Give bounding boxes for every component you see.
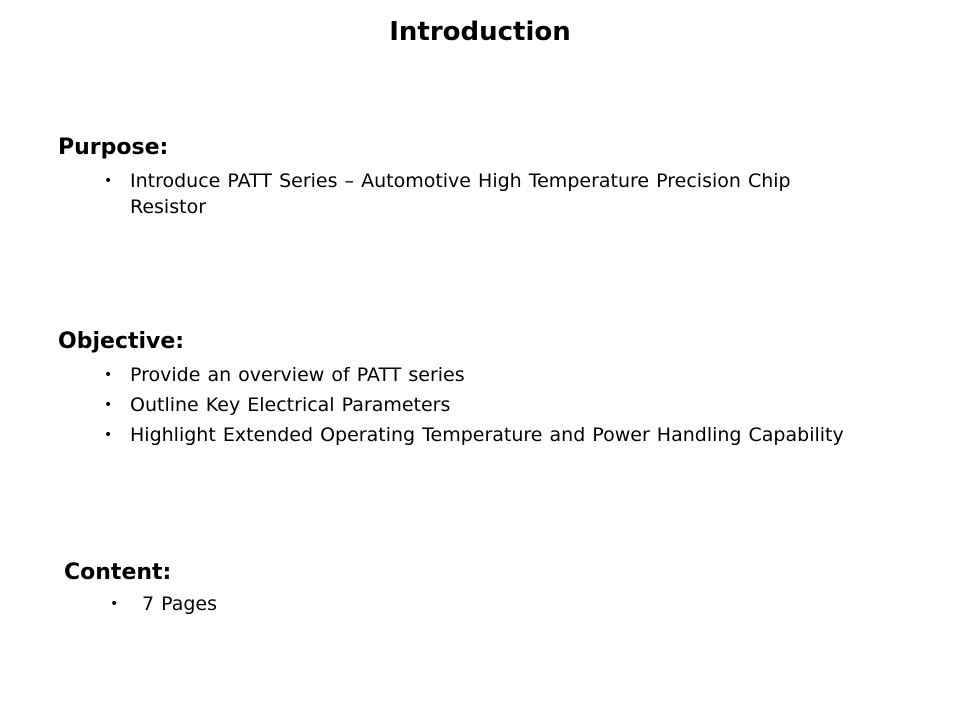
purpose-item-text: Introduce PATT Series – Automotive High Temperature Precision Chip Resistor	[130, 170, 791, 218]
purpose-section	[58, 134, 898, 224]
bullet-icon: •	[110, 596, 119, 612]
content-list	[64, 591, 464, 617]
content-heading: Content:	[64, 560, 172, 585]
purpose-list	[58, 168, 898, 220]
list-item	[104, 168, 850, 220]
objective-list	[58, 362, 938, 448]
objective-item-text: Highlight Extended Operating Temperature and Power Handling Capability	[130, 424, 844, 446]
list-item	[104, 362, 938, 388]
list-item	[104, 392, 938, 418]
bullet-icon: •	[104, 427, 113, 443]
content-section	[64, 559, 464, 621]
objective-section	[58, 328, 938, 452]
bullet-icon: •	[104, 397, 113, 413]
objective-heading: Objective:	[58, 329, 185, 354]
bullet-icon: •	[104, 367, 113, 383]
list-item	[104, 422, 938, 448]
purpose-heading: Purpose:	[58, 135, 169, 160]
bullet-icon: •	[104, 173, 113, 189]
slide-title: Introduction	[389, 17, 571, 47]
list-item	[110, 591, 464, 617]
objective-item-text: Outline Key Electrical Parameters	[130, 394, 451, 416]
content-item-text: 7 Pages	[142, 593, 218, 615]
objective-item-text: Provide an overview of PATT series	[130, 364, 465, 386]
